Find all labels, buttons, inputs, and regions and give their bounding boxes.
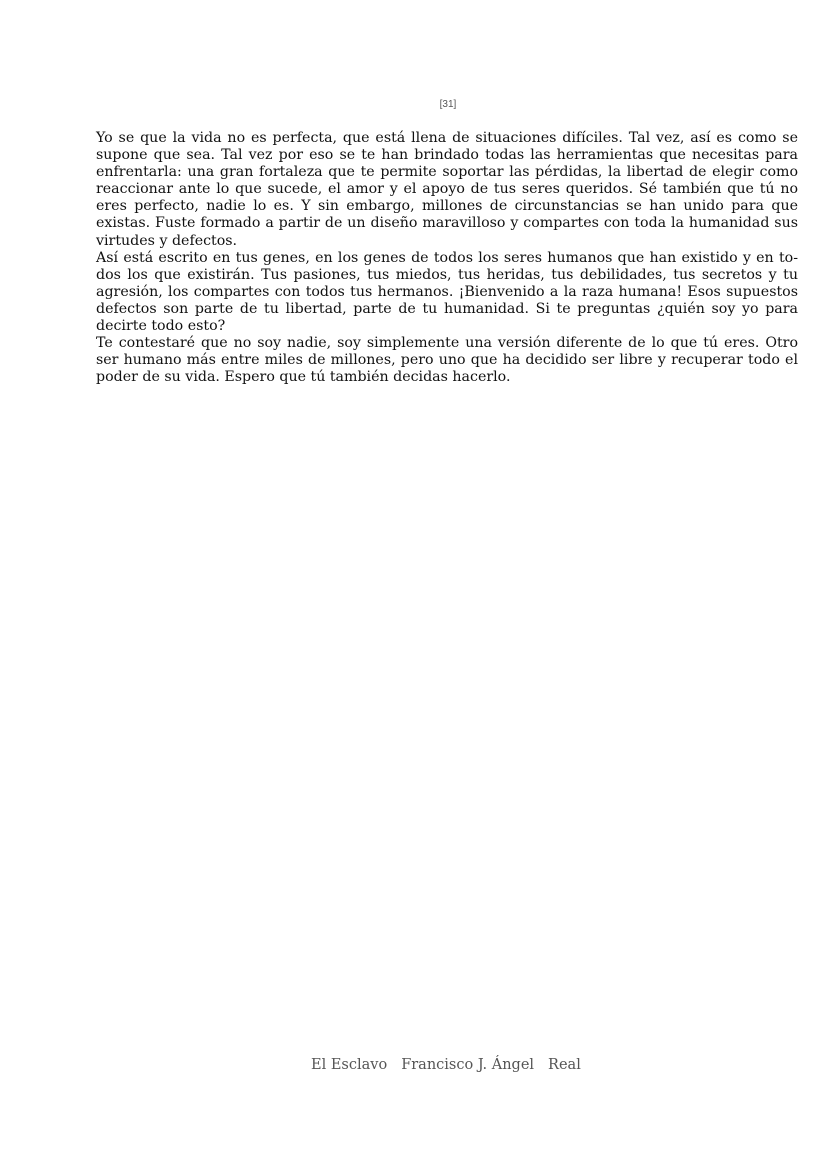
page-footer	[311, 1057, 581, 1073]
footer-author-suffix: Real	[548, 1057, 581, 1073]
body-text	[96, 130, 798, 386]
paragraph-3: Te contestaré que no soy nadie, soy simplemente una versión diferente de lo que tú eres. Otro ser humano más entre miles de millones, pero uno que ha decidido ser libre y recuperar todo el poder de su vida. Espero que tú también decidas hacerlo.	[96, 335, 798, 386]
paragraph-1: Yo se que la vida no es perfecta, que está llena de situaciones difíciles. Tal vez, así es como se supone que sea. Tal vez por eso se te han brindado todas las herramientas que necesitas para enfrentarla: una gran fortaleza que te permite soportar las pérdidas, la libertad de elegir como reaccionar ante lo que sucede, el amor y el apoyo de tus seres queridos. Sé también que tú no eres perfecto, nadie lo es. Y sin embargo, millones de circunstancias se han unido para que existas. Fuste formado a partir de un diseño maravilloso y compartes con toda la humanidad sus virtudes y defectos.	[96, 130, 798, 249]
footer-book-title: El Esclavo	[311, 1057, 388, 1073]
footer-author: Francisco J. Ángel	[401, 1057, 535, 1073]
paragraph-2: Así está escrito en tus genes, en los genes de todos los seres humanos que han existido y en todos los que existirán. Tus pasiones, tus miedos, tus heridas, tus debilidades, tus secretos y tu agresión, los compartes con todos tus hermanos. ¡Bienvenido a la raza humana! Esos supuestos defectos son parte de tu libertad, parte de tu humanidad. Si te preguntas ¿quién soy yo para decirte todo esto?	[96, 249, 798, 335]
page-number: [31]	[439, 99, 457, 110]
